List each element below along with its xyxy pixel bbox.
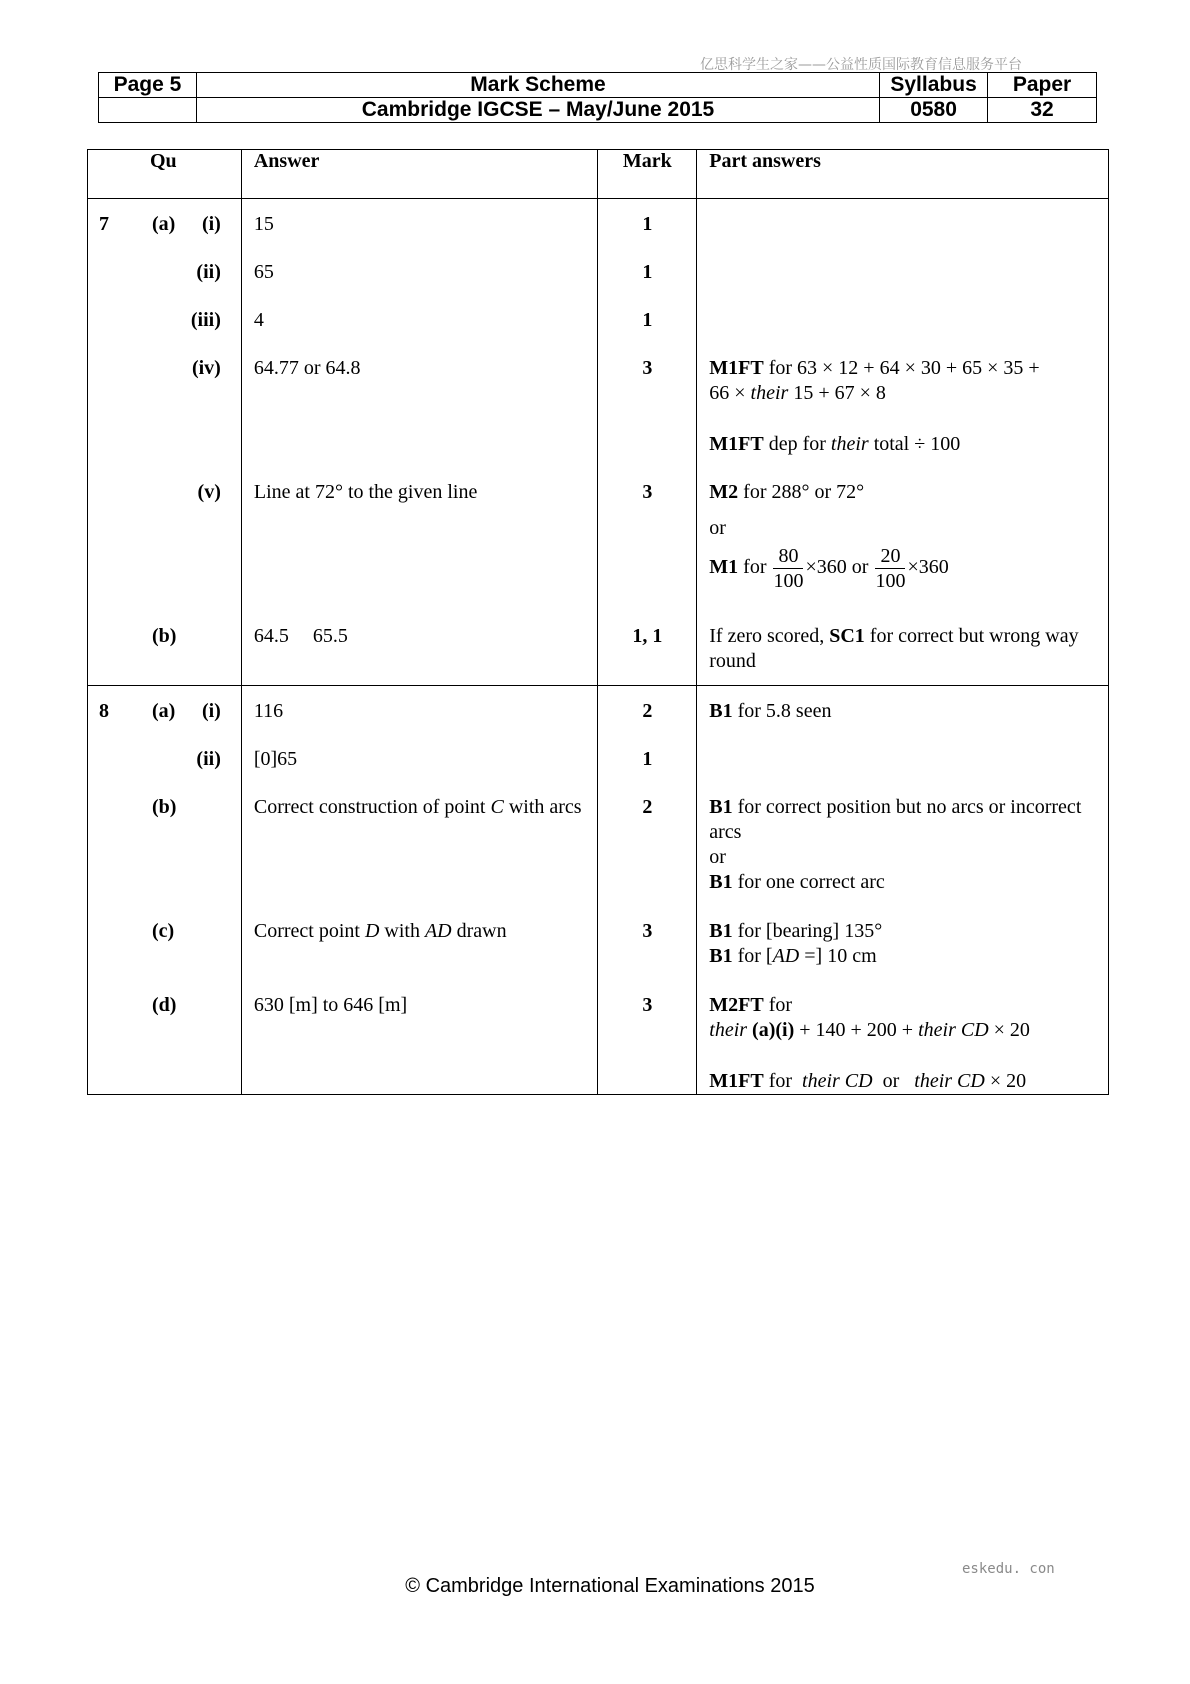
question-subpart: (ii) — [196, 261, 221, 283]
answer-text: Correct point D with AD drawn — [253, 920, 507, 942]
answer-text: Correct construction of point C with arcs — [253, 796, 582, 818]
part-answer: B1 for [bearing] 135° B1 for [AD =] 10 cm — [709, 920, 883, 967]
mark-value: 2 — [642, 700, 653, 722]
table-row — [88, 980, 1109, 1095]
question-number: 7 — [99, 213, 109, 235]
watermark-top: 亿思科学生之家——公益性质国际教育信息服务平台 — [700, 57, 1022, 73]
part-answer: B1 for 5.8 seen — [709, 700, 832, 722]
mark-value: 3 — [642, 994, 653, 1016]
part-answer: M2FT for their (a)(i) + 140 + 200 + their CD × 20 M1FT for their CD or their CD × 20 — [709, 994, 1030, 1092]
table-row — [88, 247, 1109, 295]
answer-text: 65 — [253, 261, 274, 283]
table-row — [88, 782, 1109, 906]
question-subpart: (v) — [197, 481, 221, 503]
mark-value: 3 — [642, 357, 653, 379]
header-table — [98, 72, 1097, 123]
paper-label: Paper — [988, 73, 1097, 98]
column-part-answers: Part answers — [697, 150, 1109, 199]
question-subpart: (i) — [201, 213, 221, 235]
question-part: (a) — [152, 700, 176, 722]
answer-text: 116 — [253, 700, 284, 722]
mark-value: 2 — [642, 796, 653, 818]
question-part: (b) — [152, 796, 177, 818]
answer-text: [0]65 — [253, 748, 298, 770]
question-part: (a) — [152, 213, 176, 235]
table-row — [88, 686, 1109, 735]
mark-value: 1 — [642, 309, 653, 331]
mark-value: 3 — [642, 920, 653, 942]
header-blank — [99, 98, 197, 123]
question-number: 8 — [99, 700, 109, 722]
mark-value: 3 — [642, 481, 653, 503]
column-header-row — [88, 150, 1109, 199]
fraction: $\frac{20}{100}$ — [875, 545, 906, 592]
mark-value: 1 — [642, 213, 653, 235]
mark-value: 1, 1 — [632, 625, 663, 647]
mark-scheme-table — [87, 149, 1109, 1095]
question-subpart: (iv) — [191, 357, 221, 379]
question-part: (d) — [152, 994, 177, 1016]
answer-text: 64.5 65.5 — [253, 625, 348, 647]
table-row — [88, 295, 1109, 343]
table-row — [88, 343, 1109, 467]
table-row — [88, 906, 1109, 980]
fraction: $\frac{80}{100}$ — [773, 545, 804, 592]
watermark-bottom: eskedu. con — [962, 1561, 1055, 1577]
page-number: Page 5 — [99, 73, 197, 98]
column-answer: Answer — [241, 150, 598, 199]
question-part: (b) — [152, 625, 177, 647]
column-qu: Qu — [88, 150, 242, 199]
mark-value: 1 — [642, 261, 653, 283]
part-answer: B1 for correct position but no arcs or incorrect arcs or B1 for one correct arc — [709, 796, 1082, 893]
answer-text: 64.77 or 64.8 — [253, 357, 361, 379]
question-part: (c) — [152, 920, 175, 942]
question-subpart: (ii) — [196, 748, 221, 770]
question-subpart: (i) — [201, 700, 221, 722]
part-answer: If zero scored, SC1 for correct but wrong way round — [709, 625, 1079, 672]
column-mark: Mark — [598, 150, 697, 199]
answer-text: 4 — [253, 309, 264, 331]
document-title: Mark Scheme — [196, 73, 879, 98]
answer-text: 630 [m] to 646 [m] — [253, 994, 408, 1016]
copyright-footer: © Cambridge International Examinations 2015 — [405, 1575, 815, 1597]
answer-text: 15 — [253, 213, 274, 235]
mark-value: 1 — [642, 748, 653, 770]
question-subpart: (iii) — [190, 309, 221, 331]
syllabus-code: 0580 — [880, 98, 988, 123]
part-answer: M1FT for 63 × 12 + 64 × 30 + 65 × 35 + 66 × their 15 + 67 × 8 M1FT dep for their total ÷ 100 — [709, 357, 1040, 455]
answer-text: Line at 72° to the given line — [253, 481, 478, 503]
part-answer: M2 for 288° or 72° or M1 for $\frac{80}{100}$ ×360 or $\frac{20}{100}$ ×360 — [709, 481, 949, 592]
document-subtitle: Cambridge IGCSE – May/June 2015 — [196, 98, 879, 123]
table-row — [88, 467, 1109, 611]
syllabus-label: Syllabus — [880, 73, 988, 98]
table-row — [88, 611, 1109, 686]
table-row — [88, 199, 1109, 248]
table-row — [88, 734, 1109, 782]
paper-number: 32 — [988, 98, 1097, 123]
